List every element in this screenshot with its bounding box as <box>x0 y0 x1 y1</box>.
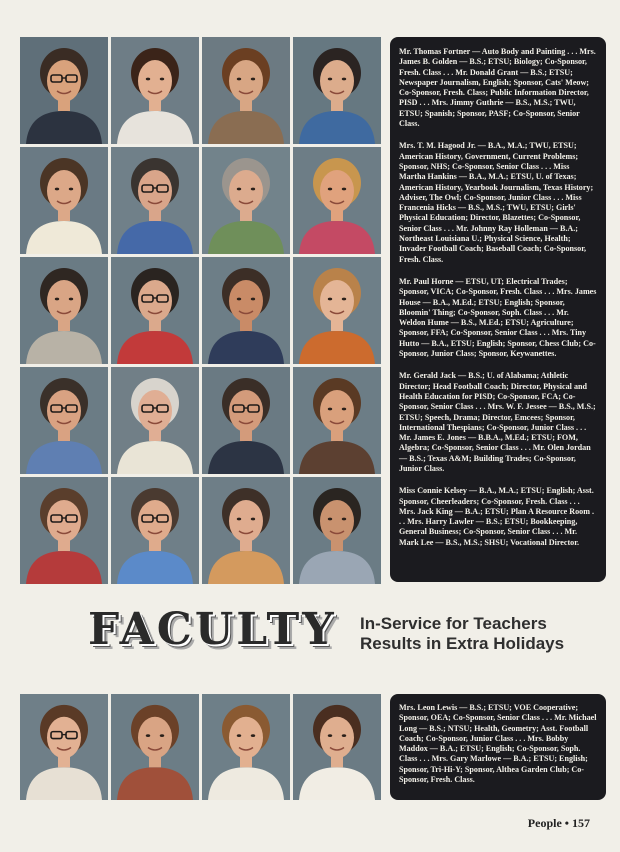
portrait-face <box>47 170 81 212</box>
portrait-eye <box>342 188 346 191</box>
portrait-eye <box>342 734 346 737</box>
portrait-eye <box>328 408 332 411</box>
faculty-portrait <box>20 694 108 800</box>
portrait-drawing <box>111 37 199 144</box>
portrait-eye <box>251 78 255 81</box>
portrait-face <box>320 500 354 542</box>
portrait-face <box>320 170 354 212</box>
folio-section: People <box>527 816 562 830</box>
portrait-drawing <box>293 147 381 254</box>
portrait-drawing <box>293 694 381 800</box>
caption-row-1: Mr. Thomas Fortner — Auto Body and Painting . . . Mrs. James B. Golden — B.S.; ETSU; Biology; Co-Sponsor, Fresh. Class . . . Mr. Donald Grant — B.S.; ETSU; Newspaper Journalism, English; Sponsor, Cats' Meow; Co-Sponsor, Fresh. Class; Public Information Director, PISD . . . Mrs. Jimmy Guthrie — B.S., M.S.; TWU, ETSU; Spanish; Sponsor, PASF; Co-Sponsor, Senior Class. <box>399 47 596 129</box>
portrait-drawing <box>293 37 381 144</box>
portrait-eye <box>69 188 73 191</box>
headline-line-1: In-Service for Teachers <box>360 614 547 633</box>
faculty-portrait <box>202 147 290 254</box>
portrait-face <box>229 280 263 322</box>
portrait-drawing <box>202 477 290 584</box>
portrait-eye <box>69 298 73 301</box>
portrait-face <box>320 390 354 432</box>
page-folio <box>528 816 590 831</box>
faculty-portrait <box>293 367 381 474</box>
portrait-eye <box>328 298 332 301</box>
faculty-portrait <box>202 477 290 584</box>
portrait-drawing <box>20 477 108 584</box>
portrait-eye <box>251 734 255 737</box>
faculty-portrait <box>202 367 290 474</box>
portrait-eye <box>251 188 255 191</box>
portrait-eye <box>342 298 346 301</box>
portrait-eye <box>146 78 150 81</box>
portrait-eye <box>328 188 332 191</box>
portrait-drawing <box>20 367 108 474</box>
faculty-portrait <box>111 477 199 584</box>
portrait-drawing <box>202 367 290 474</box>
faculty-portrait <box>111 257 199 364</box>
portrait-face <box>47 280 81 322</box>
portrait-face <box>229 60 263 102</box>
faculty-portrait <box>20 477 108 584</box>
portrait-face <box>229 500 263 542</box>
portrait-drawing <box>293 477 381 584</box>
portrait-drawing <box>202 694 290 800</box>
portrait-eye <box>251 518 255 521</box>
portrait-eye <box>55 188 59 191</box>
portrait-drawing <box>111 367 199 474</box>
faculty-portrait-grid-top <box>20 37 381 584</box>
faculty-portrait-grid-bottom <box>20 694 381 800</box>
faculty-portrait <box>20 147 108 254</box>
portrait-drawing <box>293 367 381 474</box>
portrait-eye <box>342 408 346 411</box>
portrait-drawing <box>111 477 199 584</box>
faculty-portrait <box>293 257 381 364</box>
portrait-eye <box>328 518 332 521</box>
portrait-eye <box>251 298 255 301</box>
portrait-eye <box>342 78 346 81</box>
portrait-face <box>320 60 354 102</box>
caption-row-4: Mr. Gerald Jack — B.S.; U. of Alabama; Athletic Director; Head Football Coach; Director, Physical and Health Education for PISD; Co-Sponsor, FCA; Co-Sponsor, Senior Class . . . Mrs. W. F. Jessee — B.S., M.S.; ETSU; Speech, Drama; Director, Emcees; Sponsor, International Thespians; Co-Sponsor, Junior Class . . . Mr. James E. Jones — B.B.A., M.Ed.; ETSU; FOM, Algebra; Co-Sponsor, Senior Class . . . Mr. Olen Jordan — B.S.; Texas A&M; Building Trades; Co-Sponsor, Junior Class. <box>399 371 596 473</box>
faculty-portrait <box>293 147 381 254</box>
portrait-eye <box>328 734 332 737</box>
portrait-drawing <box>111 147 199 254</box>
portrait-face <box>138 717 172 759</box>
portrait-drawing <box>293 257 381 364</box>
portrait-eye <box>160 78 164 81</box>
portrait-drawing <box>111 257 199 364</box>
portrait-eye <box>55 298 59 301</box>
faculty-portrait <box>111 367 199 474</box>
portrait-drawing <box>20 257 108 364</box>
faculty-portrait <box>20 257 108 364</box>
portrait-drawing <box>20 694 108 800</box>
portrait-face <box>320 280 354 322</box>
faculty-portrait <box>20 367 108 474</box>
faculty-portrait <box>111 37 199 144</box>
headline-line-2: Results in Extra Holidays <box>360 634 565 653</box>
portrait-eye <box>328 78 332 81</box>
faculty-portrait <box>202 694 290 800</box>
portrait-eye <box>237 298 241 301</box>
caption-row-2: Mrs. T. M. Hagood Jr. — B.A., M.A.; TWU, ETSU; American History, Government, Current Problems; Sponsor, NHS; Co-Sponsor, Senior Class . . . Miss Martha Hankins — B.A., M.A.; ETSU, U. of Texas; American History, Yearbook Journalism, Texas History; Adviser, The Owl; Co-Sponsor, Junior Class . . . Miss Francenia Hicks — B.S., M.S.; TWU, ETSU; Girls' Physical Education; Director, Blazettes; Co-Sponsor, Senior Class . . . Mr. Johnny Ray Holleman — B.A.; Northeast Louisiana U.; Physical Science, Health; Invader Football Coach; Baseball Coach; Co-Sponsor, Fresh. Class. <box>399 141 594 264</box>
portrait-eye <box>237 78 241 81</box>
folio-bullet: • <box>564 816 569 830</box>
portrait-eye <box>342 518 346 521</box>
faculty-portrait <box>20 37 108 144</box>
folio-page-number: 157 <box>572 816 590 830</box>
portrait-drawing <box>202 257 290 364</box>
portrait-face <box>229 717 263 759</box>
caption-row-6: Mrs. Leon Lewis — B.S.; ETSU; VOE Cooperative; Sponsor, OEA; Co-Sponsor, Senior Class . . . Mr. Michael Long — B.S.; NTSU; Health, Geometry; Asst. Football Coach; Co-Sponsor, Junior Class . . . Mrs. Bobby Maddox — B.A.; ETSU; English; Co-Sponsor, Soph. Class . . . Mrs. Gary Marlowe — B.A.; ETSU; English; Sponsor, Tri-Hi-Y; Sponsor, Althea Garden Club; Co-Sponsor, Fresh. Class. <box>399 703 597 785</box>
portrait-drawing <box>202 37 290 144</box>
caption-row-3: Mr. Paul Horne — ETSU, UT; Electrical Trades; Sponsor, VICA; Co-Sponsor, Fresh. Class . . . Mrs. James House — B.A., M.Ed.; ETSU; English; Sponsor, Bloomin' Thing; Co-Sponsor, Soph. Class . . . Mr. Weldon Hume — B.S., M.Ed.; ETSU; Agriculture; Sponsor, FFA; Co-Sponsor, Senior Class . . . Mrs. Tiny Hutto — B.A., ETSU; English; Sponsor, Chess Club; Co-Sponsor, Junior Class; Sponsor, Keywanettes. <box>399 276 597 359</box>
faculty-portrait <box>293 37 381 144</box>
portrait-eye <box>237 188 241 191</box>
portrait-eye <box>146 734 150 737</box>
section-title: FACULTY <box>88 604 337 655</box>
portrait-drawing <box>20 147 108 254</box>
faculty-portrait <box>293 477 381 584</box>
faculty-caption-box <box>390 37 606 582</box>
headline <box>360 614 564 654</box>
faculty-portrait <box>202 37 290 144</box>
portrait-face <box>138 60 172 102</box>
portrait-eye <box>237 518 241 521</box>
faculty-portrait <box>111 147 199 254</box>
portrait-eye <box>160 734 164 737</box>
portrait-drawing <box>20 37 108 144</box>
portrait-face <box>320 717 354 759</box>
faculty-portrait <box>202 257 290 364</box>
faculty-portrait <box>111 694 199 800</box>
caption-row-5: Miss Connie Kelsey — B.A., M.A.; ETSU; English; Asst. Sponsor, Cheerleaders; Co-Sponsor, Fresh. Class . . . Mrs. Jack King — B.A.; ETSU; Plan A Resource Room . . . Mrs. Harry Lawler — B.S.; ETSU; Bookkeeping, General Business; Co-Sponsor, Senior Class . . . Mr. Mark Lee — B.S., M.S.; SHSU; Vocational Director. <box>399 486 595 547</box>
portrait-face <box>229 170 263 212</box>
faculty-portrait <box>293 694 381 800</box>
portrait-drawing <box>111 694 199 800</box>
faculty-caption-box-bottom <box>390 694 606 800</box>
portrait-drawing <box>202 147 290 254</box>
portrait-eye <box>237 734 241 737</box>
